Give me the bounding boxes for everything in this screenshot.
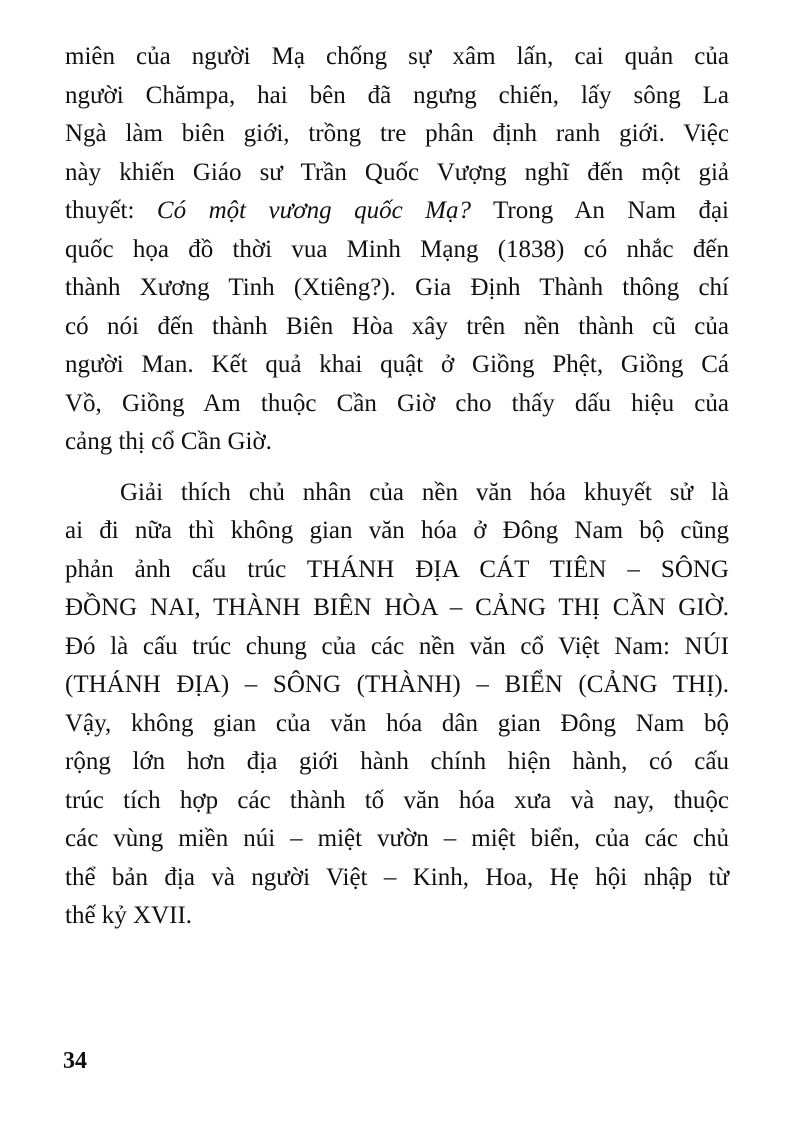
paragraph-2 — [65, 474, 729, 936]
paragraph-line: Ngà làm biên giới, trồng tre phân định ranh giới. Việc — [65, 120, 729, 147]
paragraph-line: (THÁNH ĐỊA) – SÔNG (THÀNH) – BIỂN (CẢNG THỊ). — [65, 671, 729, 698]
paragraph-line: người Chămpa, hai bên đã ngưng chiến, lấy sông La — [65, 81, 729, 109]
paragraph-line: quốc họa đồ thời vua Minh Mạng (1838) có nhắc đến — [65, 235, 729, 263]
page-body — [65, 38, 729, 936]
paragraph-line: này khiến Giáo sư Trần Quốc Vượng nghĩ đến một giả — [65, 158, 729, 186]
paragraph-line: ai đi nữa thì không gian văn hóa ở Đông Nam bộ cũng — [65, 517, 729, 544]
page-number: 34 — [63, 1048, 87, 1074]
paragraph-line: ĐỒNG NAI, THÀNH BIÊN HÒA – CẢNG THỊ CẦN GIỜ. — [65, 594, 729, 621]
paragraph-line — [65, 192, 729, 231]
paragraph-line: Đó là cấu trúc chung của các nền văn cổ Việt Nam: NÚI — [65, 632, 729, 660]
paragraph-line: Giải thích chủ nhân của nền văn hóa khuyết sử là — [120, 478, 729, 506]
paragraph-line: rộng lớn hơn địa giới hành chính hiện hành, có cấu — [65, 748, 729, 775]
paragraph-line: trúc tích hợp các thành tố văn hóa xưa và nay, thuộc — [65, 786, 729, 814]
paragraph-line: thể bản địa và người Việt – Kinh, Hoa, Hẹ hội nhập từ — [65, 863, 729, 891]
paragraph-line: thế kỷ XVII. — [65, 902, 193, 929]
paragraph-line: các vùng miền núi – miệt vườn – miệt biển, của các chủ — [65, 825, 729, 852]
line-text: Trong An Nam đại — [471, 197, 730, 224]
paragraph-line: thành Xương Tinh (Xtiêng?). Gia Định Thành thông chí — [65, 274, 729, 301]
paragraph-line: có nói đến thành Biên Hòa xây trên nền thành cũ của — [65, 312, 729, 340]
paragraph-line: phản ảnh cấu trúc THÁNH ĐỊA CÁT TIÊN – SÔNG — [65, 555, 729, 583]
paragraph-line: Vồ, Giồng Am thuộc Cần Giờ cho thấy dấu hiệu của — [65, 389, 729, 417]
paragraph-1 — [65, 38, 729, 462]
line-text: thuyết: — [65, 197, 157, 224]
paragraph-line: Vậy, không gian của văn hóa dân gian Đông Nam bộ — [65, 709, 729, 737]
paragraph-gap — [65, 462, 729, 474]
paragraph-line: cảng thị cổ Cần Giờ. — [65, 428, 272, 455]
paragraph-line: miên của người Mạ chống sự xâm lấn, cai quản của — [65, 43, 729, 70]
italic-phrase: Có một vương quốc Mạ? — [156, 197, 472, 224]
paragraph-line: người Man. Kết quả khai quật ở Giồng Phệt, Giồng Cá — [65, 351, 729, 378]
